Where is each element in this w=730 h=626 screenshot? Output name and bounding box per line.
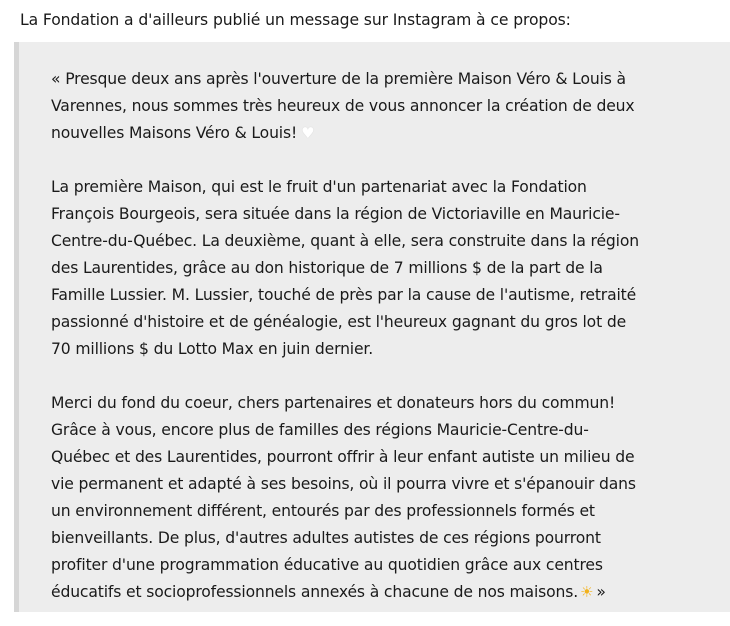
quote-line: Varennes, nous sommes très heureux de vous annoncer la création de deux (51, 97, 635, 115)
quote-line: « Presque deux ans après l'ouverture de la première Maison Véro & Louis à (51, 70, 626, 88)
quote-line: Merci du fond du coeur, chers partenaires et donateurs hors du commun! (51, 394, 616, 412)
quote-line: François Bourgeois, sera située dans la région de Victoriaville en Mauricie- (51, 205, 620, 223)
quote-line: 70 millions $ du Lotto Max en juin dernier. (51, 340, 374, 358)
quote-line: La première Maison, qui est le fruit d'un partenariat avec la Fondation (51, 178, 587, 196)
instagram-quote (14, 42, 730, 612)
intro-text: La Fondation a d'ailleurs publié un message sur Instagram à ce propos: (20, 11, 571, 29)
quote-paragraph-3 (51, 390, 730, 606)
quote-line: bienveillants. De plus, d'autres adultes autistes de ces régions pourront (51, 529, 601, 547)
quote-line (51, 120, 730, 147)
quote-line-text: nouvelles Maisons Véro & Louis! (51, 124, 298, 142)
quote-paragraph-1 (51, 66, 730, 147)
sun-icon: ☀ (580, 583, 594, 601)
quote-line (51, 579, 730, 606)
quote-line-text: éducatifs et socioprofessionnels annexés à chacune de nos maisons. (51, 583, 579, 601)
quote-line: Québec et des Laurentides, pourront offrir à leur enfant autiste un milieu de (51, 448, 635, 466)
quote-line: profiter d'une programmation éducative au quotidien grâce aux centres (51, 556, 603, 574)
closing-quote-mark: » (596, 583, 606, 601)
quote-line: des Laurentides, grâce au don historique de 7 millions $ de la part de la (51, 259, 603, 277)
quote-line: passionné d'histoire et de généalogie, est l'heureux gagnant du gros lot de (51, 313, 627, 331)
quote-line: Famille Lussier. M. Lussier, touché de près par la cause de l'autisme, retraité (51, 286, 637, 304)
white-heart-icon: ♥ (301, 124, 315, 142)
quote-line: Grâce à vous, encore plus de familles des régions Mauricie-Centre-du- (51, 421, 589, 439)
quote-line: vie permanent et adapté à ses besoins, où il pourra vivre et s'épanouir dans (51, 475, 636, 493)
quote-line: un environnement différent, entourés par des professionnels formés et (51, 502, 595, 520)
quote-line: Centre-du-Québec. La deuxième, quant à elle, sera construite dans la région (51, 232, 639, 250)
quote-paragraph-2 (51, 174, 730, 363)
